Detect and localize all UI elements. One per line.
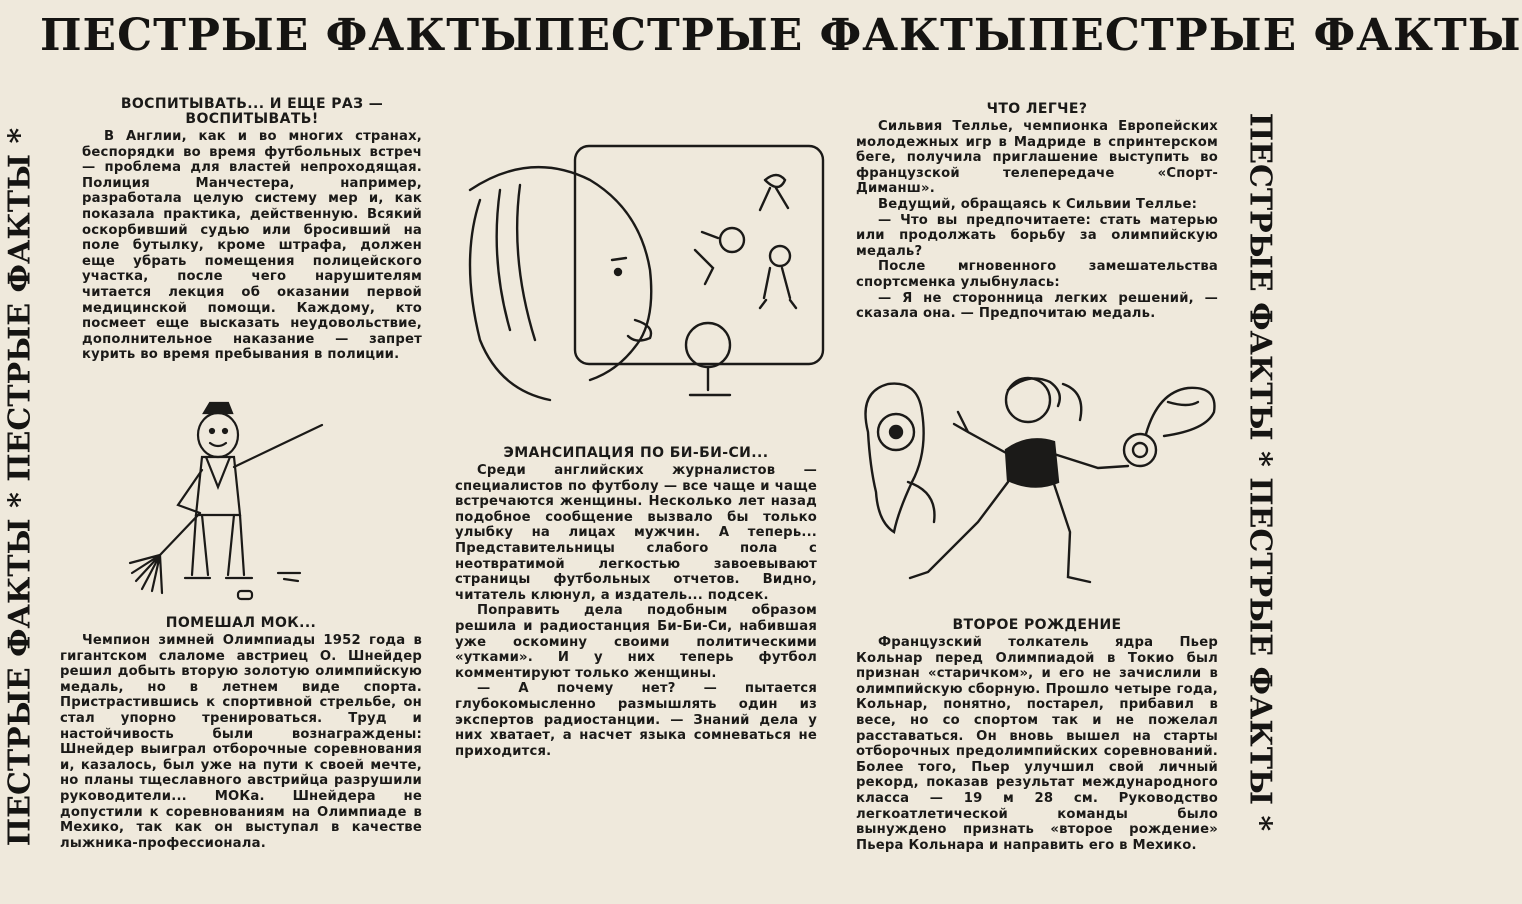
paragraph: — А почему нет? — пытается глубокомысленно размышлять один из экспертов радиостанции. — Знаний дела у них хватает, а насчет языка сомневаться не приходится. — [455, 681, 817, 759]
article-title: ВТОРОЕ РОЖДЕНИЕ — [952, 617, 1122, 633]
paragraph: — Я не сторонница легких решений, — сказала она. — Предпочитаю медаль. — [856, 290, 1218, 322]
header-title-2: ПЕСТРЫЕ ФАКТЫ — [533, 10, 1028, 61]
article-bbc — [455, 446, 817, 759]
article-rebirth — [856, 618, 1218, 853]
janitor-illustration — [130, 395, 330, 610]
article-easier — [856, 102, 1218, 322]
article-body — [856, 635, 1218, 853]
paragraph: Чемпион зимней Олимпиады 1952 года в гигантском слаломе австриец О. Шнейдер решил добыть вторую золотую олимпийскую медаль, но в летнем виде спорта. Пристрастившись к спортивной стрельбе, он стал упорно тренироваться. Труд и настойчивость были вознаграждены: Шнейдер выиграл отборочные соревнования и, казалось, был уже на пути к своей мечте, но планы тщеславного австрийца разрушили руководители... МОКа. Шнейдера не допустили к соревнованиям на Олимпиаде в Мехико, так как он выступал в качестве лыжника-профессионала. — [60, 633, 422, 851]
article-body — [60, 633, 422, 851]
paragraph: Французский толкатель ядра Пьер Кольнар перед Олимпиадой в Токио был признан «старичком», и его не зачислили в олимпийскую сборную. Прошло четыре года, Кольнар, понятно, постарел, прибавил в весе, но со спортом так и не пожелал расставаться. Он вновь вышел на старты отборочных предолимпийских соревнований. Более того, Пьер улучшил свой личный рекорд, показав результат международного класса — 19 м 28 см. Руководство легкоатлетической команды было вынуждено признать «второе рождение» Пьера Кольнара и направить его в Мехико. — [856, 635, 1218, 853]
paragraph: Поправить дела подобным образом решила и радиостанция Би-Би-Си, набившая уже оскомину своими политическими «утками». И у них теперь футбол комментируют только женщины. — [455, 603, 817, 681]
article-educate — [82, 97, 422, 363]
header-title-3: ПЕСТРЫЕ ФАКТЫ — [1027, 10, 1522, 61]
right-side-text: ПЕСТРЫЕ ФАКТЫ * ПЕСТРЫЕ ФАКТЫ * — [1242, 112, 1278, 832]
paragraph: В Англии, как и во многих странах, беспорядки во время футбольных встреч — проблема для властей непроходящая. Полиция Манчестера, например, разработала целую систему мер и, как показала практика, действенную. Всякий оскорбивший судью или бросивший на поле бутылку, кроме штрафа, должен еще убрать помещения полицейского участка, после чего нарушителям читается лекция об оказании первой медицинской помощи. Каждому, кто посмеет еще высказать неудовольствие, дополнительное наказание — запрет курить во время пребывания в полиции. — [82, 129, 422, 363]
article-body — [455, 463, 817, 759]
paragraph: Сильвия Теллье, чемпионка Европейских молодежных игр в Мадриде в спринтерском беге, получила приглашение выступить во французской телепередаче «Спорт-Диманш». — [856, 119, 1218, 197]
article-body — [856, 119, 1218, 322]
article-title: ВОСПИТЫВАТЬ... И ЕЩЕ РАЗ — ВОСПИТЫВАТЬ! — [120, 96, 384, 127]
left-side-strip — [0, 70, 40, 904]
paragraph: После мгновенного замешательства спортсменка улыбнулась: — [856, 259, 1218, 290]
article-body — [82, 129, 422, 363]
right-side-strip — [1240, 40, 1280, 904]
section-header — [40, 4, 1522, 68]
sweeper-cartoon-icon — [130, 395, 330, 610]
tv-commentator-cartoon-icon — [440, 140, 830, 410]
article-mok — [60, 616, 422, 851]
left-side-text: ПЕСТРЫЕ ФАКТЫ * ПЕСТРЫЕ ФАКТЫ * — [2, 127, 38, 847]
article-title: ЧТО ЛЕГЧЕ? — [986, 101, 1088, 117]
runner-with-medal-cartoon-icon — [858, 372, 1228, 602]
paragraph: Ведущий, обращаясь к Сильвии Теллье: — [878, 196, 1198, 212]
article-title: ЭМАНСИПАЦИЯ ПО БИ-БИ-СИ... — [503, 445, 769, 461]
runner-illustration — [858, 372, 1228, 602]
article-title: ПОМЕШАЛ МОК... — [165, 615, 317, 631]
paragraph: — Что вы предпочитаете: стать матерью или продолжать борьбу за олимпийскую медаль? — [856, 212, 1218, 259]
commentator-illustration — [440, 140, 830, 410]
paragraph: Среди английских журналистов — специалистов по футболу — все чаще и чаще встречаются женщины. Несколько лет назад подобное сообщение вызвало бы только улыбку на лицах мужчин. А теперь... Представительницы слабого пола с неотвратимой легкостью завоевывают страницы футбольных отчетов. Видно, читатель клюнул, а издатель... подсек. — [455, 463, 817, 603]
header-title-1: ПЕСТРЫЕ ФАКТЫ — [40, 10, 534, 61]
